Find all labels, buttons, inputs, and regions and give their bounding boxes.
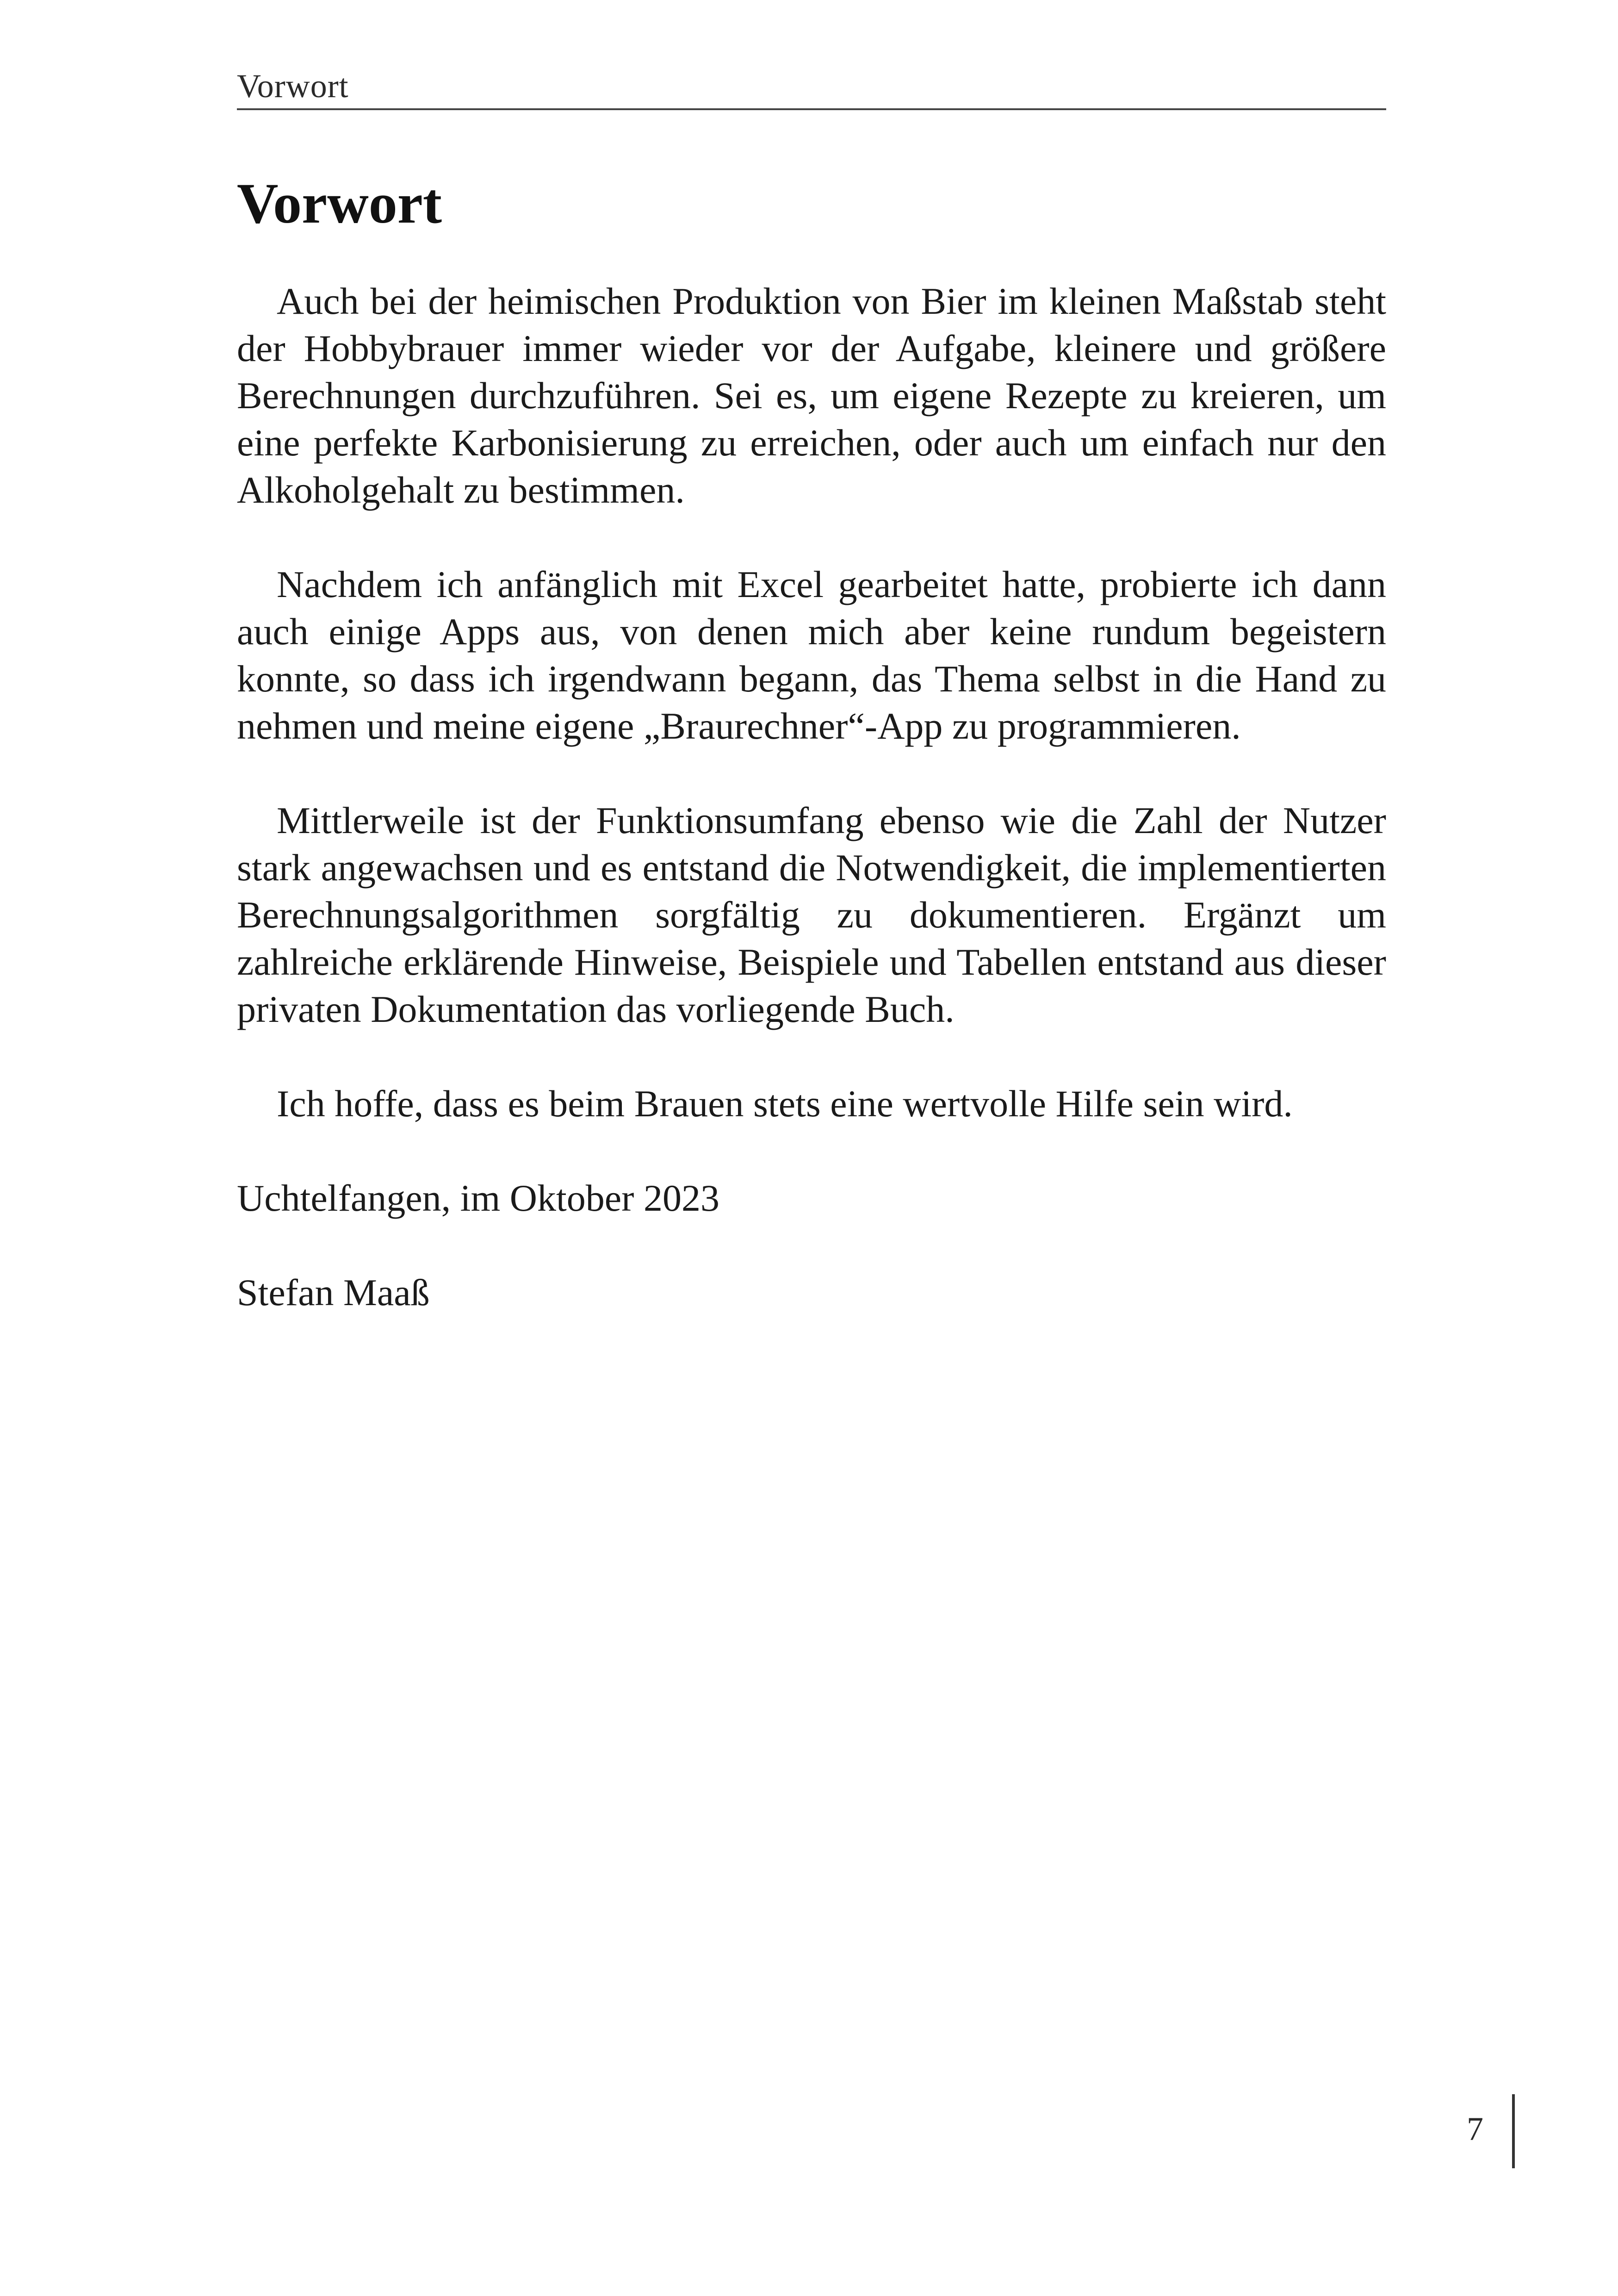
chapter-title: Vorwort [237, 172, 442, 235]
foreword-body [237, 278, 1386, 1363]
paragraph-3: Mittlerweile ist der Funktionsumfang ebenso wie die Zahl der Nutzer stark angewachsen und es entstand die Notwendigkeit, die implementierten Berechnungsalgorithmen sorgfältig zu dokumentieren. Ergänzt um zahlreiche erklärende Hinweise, Beispiele und Tabellen entstand aus dieser privaten Dokumentation das vorliegende Buch. [237, 799, 1386, 1030]
page-number-rule [1512, 2094, 1515, 2168]
place-date: Uchtelfangen, im Oktober 2023 [237, 1177, 719, 1219]
page-number: 7 [1467, 2110, 1483, 2147]
running-header-title: Vorwort [237, 68, 349, 105]
paragraph-1: Auch bei der heimischen Produktion von Bier im kleinen Maßstab steht der Hobbybrauer immer wieder vor der Aufgabe, kleinere und größere Berechnungen durchzuführen. Sei es, um eigene Rezepte zu kreieren, um eine perfekte Karbonisierung zu erreichen, oder auch um einfach nur den Alkoholgehalt zu bestimmen. [237, 280, 1386, 511]
paragraph-4: Ich hoffe, dass es beim Brauen stets eine wertvolle Hilfe sein wird. [277, 1083, 1293, 1125]
paragraph-2: Nachdem ich anfänglich mit Excel gearbeitet hatte, probierte ich dann auch einige Apps aus, von denen mich aber keine rundum begeistern konnte, so dass ich irgendwann begann, das Thema selbst in die Hand zu nehmen und meine eigene „Braurechner“-App zu programmieren. [237, 563, 1386, 747]
author-signature: Stefan Maaß [237, 1271, 430, 1313]
running-header [237, 66, 1386, 110]
